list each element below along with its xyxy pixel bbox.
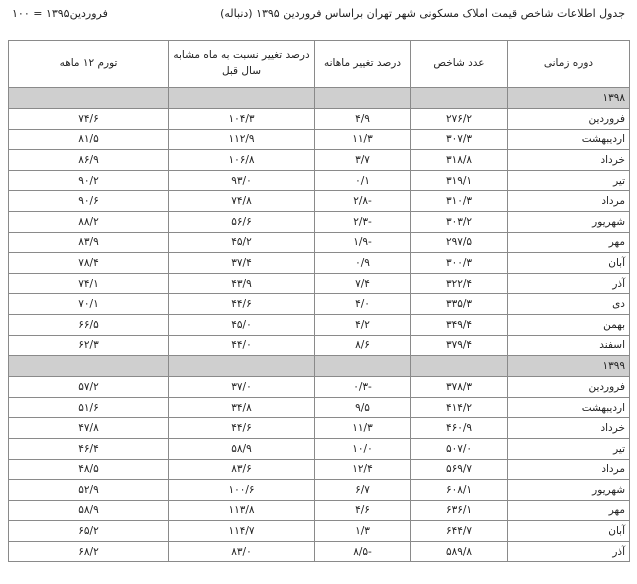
yoy-change-cell: ۳۷/۴ <box>169 253 315 274</box>
yoy-change-cell: ۵۶/۶ <box>169 211 315 232</box>
index-cell: ۶۳۶/۱ <box>411 500 508 521</box>
table-row <box>9 232 630 253</box>
table-title: جدول اطلاعات شاخص قیمت املاک مسکونی شهر تهران براساس فروردین ۱۳۹۵ (دنباله) <box>220 7 625 20</box>
monthly-change-cell: ۴/۰ <box>315 294 411 315</box>
monthly-change-cell: ۰/۹ <box>315 253 411 274</box>
table-row <box>9 418 630 439</box>
period-cell: خرداد <box>508 418 630 439</box>
table-row <box>9 500 630 521</box>
table-row <box>9 397 630 418</box>
table-caption <box>8 4 629 24</box>
year-band-cell <box>411 356 508 377</box>
inflation-cell: ۵۸/۹ <box>9 500 169 521</box>
yoy-change-cell: ۵۸/۹ <box>169 438 315 459</box>
monthly-change-cell: ۸/۶ <box>315 335 411 356</box>
yoy-change-cell: ۹۳/۰ <box>169 170 315 191</box>
inflation-cell: ۴۸/۵ <box>9 459 169 480</box>
yoy-change-cell: ۱۱۲/۹ <box>169 129 315 150</box>
inflation-cell: ۸۸/۲ <box>9 211 169 232</box>
monthly-change-cell: ۴/۲ <box>315 314 411 335</box>
period-cell: مهر <box>508 500 630 521</box>
yoy-change-cell: ۱۰۶/۸ <box>169 150 315 171</box>
header-yoy-change: درصد تغییر نسبت به ماه مشابه سال قبل <box>169 41 315 88</box>
table-row <box>9 438 630 459</box>
header-index: عدد شاخص <box>411 41 508 88</box>
period-cell: آبان <box>508 253 630 274</box>
index-cell: ۳۱۹/۱ <box>411 170 508 191</box>
period-cell: خرداد <box>508 150 630 171</box>
monthly-change-cell: ۶/۷ <box>315 480 411 501</box>
monthly-change-cell: ۰/۱ <box>315 170 411 191</box>
header-row <box>9 41 630 88</box>
period-cell: آبان <box>508 521 630 542</box>
table-row <box>9 129 630 150</box>
period-cell: مهر <box>508 232 630 253</box>
inflation-cell: ۹۰/۲ <box>9 170 169 191</box>
index-cell: ۶۴۴/۷ <box>411 521 508 542</box>
header-period: دوره زمانی <box>508 41 630 88</box>
table-row <box>9 521 630 542</box>
year-band-cell <box>169 356 315 377</box>
yoy-change-cell: ۴۴/۶ <box>169 294 315 315</box>
yoy-change-cell: ۴۵/۲ <box>169 232 315 253</box>
inflation-cell: ۹۰/۶ <box>9 191 169 212</box>
index-cell: ۳۴۹/۴ <box>411 314 508 335</box>
table-row <box>9 314 630 335</box>
yoy-change-cell: ۳۷/۰ <box>169 377 315 398</box>
period-cell: دی <box>508 294 630 315</box>
monthly-change-cell: ۱/۳ <box>315 521 411 542</box>
housing-price-index-table <box>8 40 630 562</box>
table-row <box>9 109 630 130</box>
inflation-cell: ۵۲/۹ <box>9 480 169 501</box>
inflation-cell: ۸۳/۹ <box>9 232 169 253</box>
index-cell: ۶۰۸/۱ <box>411 480 508 501</box>
monthly-change-cell: -۲/۸ <box>315 191 411 212</box>
index-cell: ۵۶۹/۷ <box>411 459 508 480</box>
monthly-change-cell: -۸/۵ <box>315 541 411 562</box>
table-row <box>9 377 630 398</box>
inflation-cell: ۸۱/۵ <box>9 129 169 150</box>
index-cell: ۴۱۴/۲ <box>411 397 508 418</box>
inflation-cell: ۶۶/۵ <box>9 314 169 335</box>
inflation-cell: ۴۷/۸ <box>9 418 169 439</box>
table-row <box>9 211 630 232</box>
yoy-change-cell: ۱۰۴/۳ <box>169 109 315 130</box>
index-cell: ۵۰۷/۰ <box>411 438 508 459</box>
period-cell: اردیبهشت <box>508 397 630 418</box>
index-cell: ۳۱۸/۸ <box>411 150 508 171</box>
yoy-change-cell: ۸۳/۶ <box>169 459 315 480</box>
table-row <box>9 170 630 191</box>
monthly-change-cell: ۱۲/۴ <box>315 459 411 480</box>
table-row <box>9 191 630 212</box>
table-row <box>9 480 630 501</box>
table-row <box>9 294 630 315</box>
index-cell: ۴۶۰/۹ <box>411 418 508 439</box>
year-label: ۱۳۹۹ <box>508 356 630 377</box>
monthly-change-cell: ۴/۹ <box>315 109 411 130</box>
yoy-change-cell: ۴۴/۰ <box>169 335 315 356</box>
inflation-cell: ۶۵/۲ <box>9 521 169 542</box>
monthly-change-cell: ۱۰/۰ <box>315 438 411 459</box>
yoy-change-cell: ۱۱۴/۷ <box>169 521 315 542</box>
yoy-change-cell: ۱۰۰/۶ <box>169 480 315 501</box>
inflation-cell: ۶۲/۳ <box>9 335 169 356</box>
yoy-change-cell: ۳۴/۸ <box>169 397 315 418</box>
inflation-cell: ۸۶/۹ <box>9 150 169 171</box>
inflation-cell: ۵۷/۲ <box>9 377 169 398</box>
period-cell: فروردین <box>508 109 630 130</box>
yoy-change-cell: ۴۴/۶ <box>169 418 315 439</box>
table-row <box>9 541 630 562</box>
index-cell: ۲۷۶/۲ <box>411 109 508 130</box>
inflation-cell: ۷۸/۴ <box>9 253 169 274</box>
year-band-cell <box>169 88 315 109</box>
index-cell: ۳۳۵/۳ <box>411 294 508 315</box>
monthly-change-cell: ۷/۴ <box>315 273 411 294</box>
year-band-cell <box>9 356 169 377</box>
period-cell: شهریور <box>508 480 630 501</box>
year-band-cell <box>315 88 411 109</box>
monthly-change-cell: -۱/۹ <box>315 232 411 253</box>
index-cell: ۳۰۰/۳ <box>411 253 508 274</box>
period-cell: شهریور <box>508 211 630 232</box>
inflation-cell: ۷۴/۶ <box>9 109 169 130</box>
monthly-change-cell: ۱۱/۳ <box>315 418 411 439</box>
base-note: فروردین۱۳۹۵ = ۱۰۰ <box>12 7 108 20</box>
header-inflation-12m: تورم ۱۲ ماهه <box>9 41 169 88</box>
year-band-cell <box>9 88 169 109</box>
year-band-cell <box>315 356 411 377</box>
index-cell: ۳۷۹/۴ <box>411 335 508 356</box>
inflation-cell: ۴۶/۴ <box>9 438 169 459</box>
table-row <box>9 150 630 171</box>
year-band-cell <box>411 88 508 109</box>
inflation-cell: ۷۴/۱ <box>9 273 169 294</box>
year-label: ۱۳۹۸ <box>508 88 630 109</box>
index-cell: ۵۸۹/۸ <box>411 541 508 562</box>
index-cell: ۳۷۸/۳ <box>411 377 508 398</box>
period-cell: تیر <box>508 438 630 459</box>
index-cell: ۲۹۷/۵ <box>411 232 508 253</box>
inflation-cell: ۶۸/۲ <box>9 541 169 562</box>
yoy-change-cell: ۱۱۳/۸ <box>169 500 315 521</box>
index-cell: ۳۲۲/۴ <box>411 273 508 294</box>
monthly-change-cell: -۰/۳ <box>315 377 411 398</box>
period-cell: بهمن <box>508 314 630 335</box>
period-cell: فروردین <box>508 377 630 398</box>
inflation-cell: ۷۰/۱ <box>9 294 169 315</box>
period-cell: آذر <box>508 541 630 562</box>
index-cell: ۳۱۰/۳ <box>411 191 508 212</box>
table-row <box>9 253 630 274</box>
yoy-change-cell: ۷۴/۸ <box>169 191 315 212</box>
monthly-change-cell: ۴/۶ <box>315 500 411 521</box>
monthly-change-cell: ۳/۷ <box>315 150 411 171</box>
index-cell: ۳۰۳/۲ <box>411 211 508 232</box>
table-row <box>9 459 630 480</box>
period-cell: مرداد <box>508 459 630 480</box>
index-cell: ۳۰۷/۳ <box>411 129 508 150</box>
period-cell: اردیبهشت <box>508 129 630 150</box>
inflation-cell: ۵۱/۶ <box>9 397 169 418</box>
table-row <box>9 273 630 294</box>
table-body <box>9 88 630 562</box>
monthly-change-cell: ۹/۵ <box>315 397 411 418</box>
monthly-change-cell: ۱۱/۳ <box>315 129 411 150</box>
yoy-change-cell: ۸۳/۰ <box>169 541 315 562</box>
period-cell: اسفند <box>508 335 630 356</box>
yoy-change-cell: ۴۵/۰ <box>169 314 315 335</box>
period-cell: مرداد <box>508 191 630 212</box>
header-monthly-change: درصد تغییر ماهانه <box>315 41 411 88</box>
yoy-change-cell: ۴۳/۹ <box>169 273 315 294</box>
monthly-change-cell: -۲/۳ <box>315 211 411 232</box>
year-row <box>9 356 630 377</box>
period-cell: تیر <box>508 170 630 191</box>
year-row <box>9 88 630 109</box>
table-row <box>9 335 630 356</box>
period-cell: آذر <box>508 273 630 294</box>
